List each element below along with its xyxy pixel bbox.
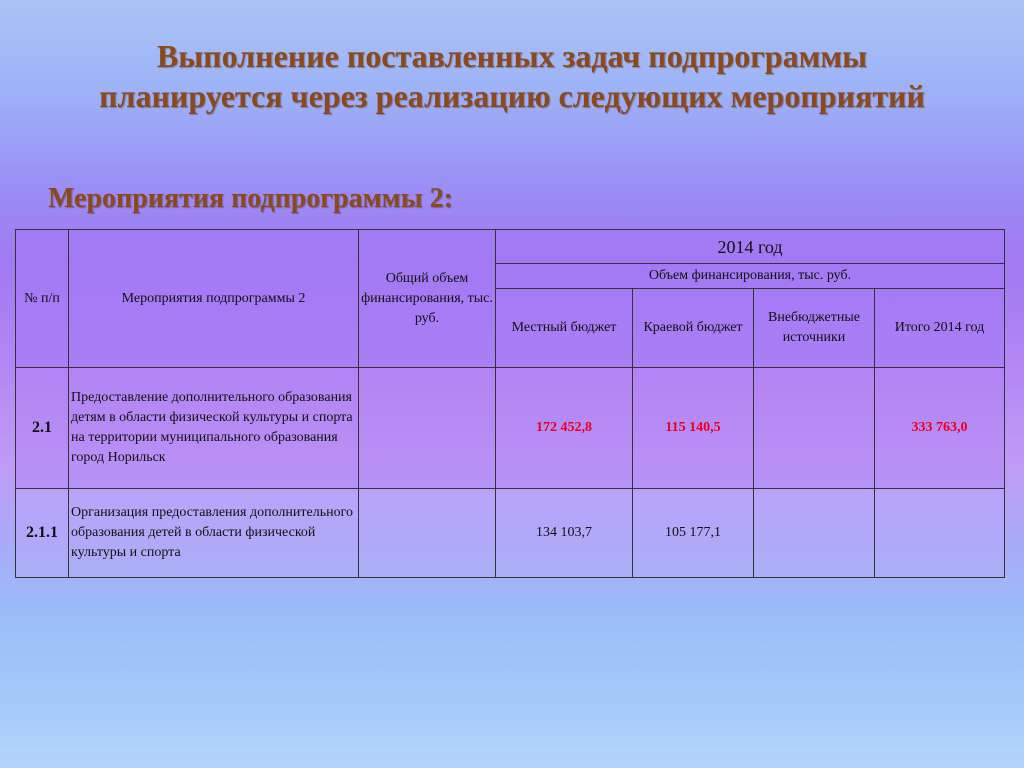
row-num: 2.1 [16, 368, 69, 489]
header-activities: Мероприятия подпрограммы 2 [69, 230, 359, 368]
table-row [16, 489, 1005, 578]
row-activity: Предоставление дополнительного образования детям в области физической культуры и спорта на территории муниципального образования город Норильск [69, 368, 359, 489]
row-total-year: 333 763,0 [875, 368, 1005, 489]
header-local-budget: Местный бюджет [496, 289, 633, 368]
financing-table [15, 229, 1005, 578]
row-local-budget: 172 452,8 [496, 368, 633, 489]
row-activity: Организация предоставления дополнительного образования детей в области физической культуры и спорта [69, 489, 359, 578]
header-total-volume: Общий объем финансирования, тыс. руб. [359, 230, 496, 368]
row-local-budget: 134 103,7 [496, 489, 633, 578]
row-regional-budget: 105 177,1 [633, 489, 754, 578]
header-total-year: Итого 2014 год [875, 289, 1005, 368]
header-row-1 [16, 230, 1005, 264]
slide-subtitle: Мероприятия подпрограммы 2: [48, 183, 453, 214]
header-financing: Объем финансирования, тыс. руб. [496, 264, 1005, 289]
header-year: 2014 год [496, 230, 1005, 264]
row-extra-budget [754, 489, 875, 578]
row-extra-budget [754, 368, 875, 489]
row-total-volume [359, 489, 496, 578]
header-extra-budget: Внебюджетные источники [754, 289, 875, 368]
row-regional-budget: 115 140,5 [633, 368, 754, 489]
table-row [16, 368, 1005, 489]
slide-title: Выполнение поставленных задач подпрограммы планируется через реализацию следующих мероприятий [99, 38, 925, 114]
row-total-volume [359, 368, 496, 489]
row-num: 2.1.1 [16, 489, 69, 578]
header-regional-budget: Краевой бюджет [633, 289, 754, 368]
row-total-year [875, 489, 1005, 578]
header-num: № п/п [16, 230, 69, 368]
